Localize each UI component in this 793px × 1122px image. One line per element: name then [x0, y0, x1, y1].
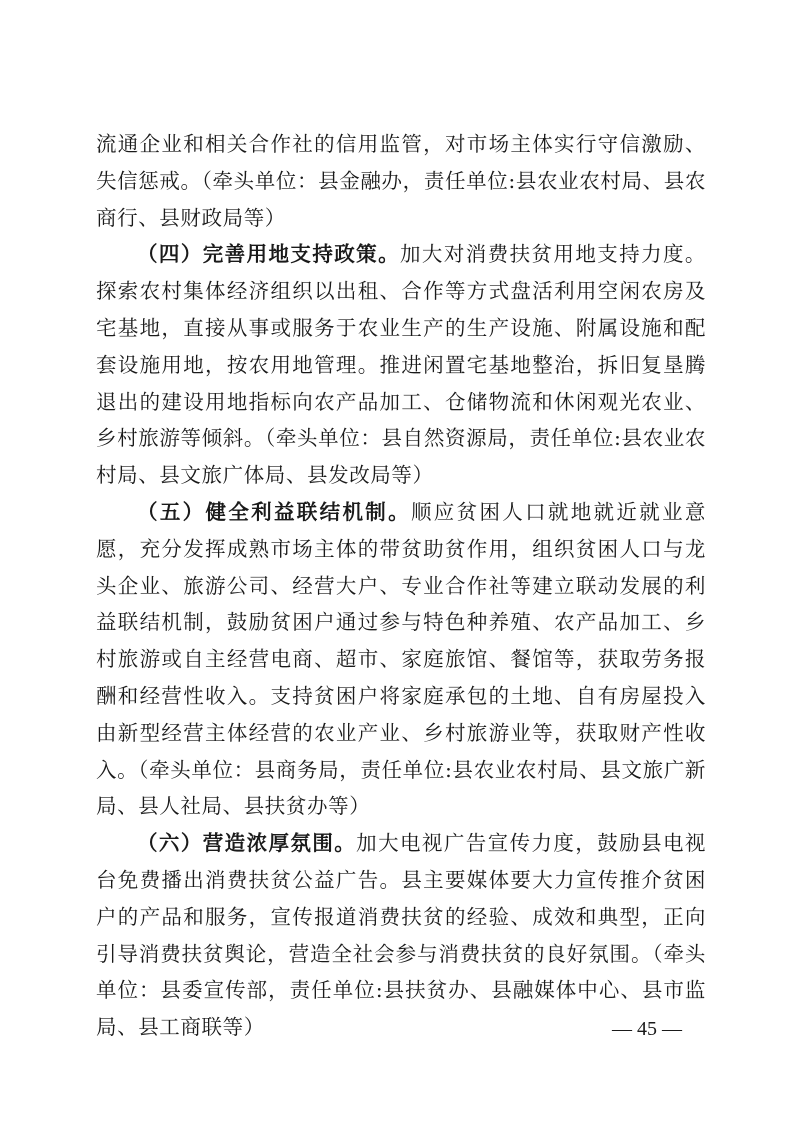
section-heading: （四）完善用地支持政策。 — [137, 242, 400, 267]
section-heading: （六）营造浓厚氛围。 — [137, 831, 357, 856]
paragraph-body: 流通企业和相关合作社的信用监管，对市场主体实行守信激励、失信惩戒。（牵头单位：县金融办，责任单位:县农业农村局、县农商行、县财政局等） — [96, 132, 706, 230]
paragraph-body: 顺应贫困人口就地就近就业意愿，充分发挥成熟市场主体的带贫助贫作用，组织贫困人口与龙头企业、旅游公司、经营大户、专业合作社等建立联动发展的利益联结机制，鼓励贫困户通过参与特色种养殖、农产品加工、乡村旅游或自主经营电商、超市、家庭旅馆、餐馆等，获取劳务报酬和经营性收入。支持贫困户将家庭承包的土地、自有房屋投入由新型经营主体经营的农业产业、乡村旅游业等，获取财产性收入。（牵头单位：县商务局，责任单位:县农业农村局、县文旅广新局、县人社局、县扶贫办等） — [96, 499, 706, 819]
paragraph-land-policy — [96, 236, 706, 494]
paragraph-body: 加大对消费扶贫用地支持力度。探索农村集体经济组织以出租、合作等方式盘活利用空闲农房及宅基地，直接从事或服务于农业生产的生产设施、附属设施和配套设施用地，按农用地管理。推进闲置宅基地整治，拆旧复垦腾退出的建设用地指标向农产品加工、仓储物流和休闲观光农业、乡村旅游等倾斜。（牵头单位：县自然资源局，责任单位:县农业农村局、县文旅广体局、县发改局等） — [96, 242, 707, 488]
section-heading: （五）健全利益联结机制。 — [137, 499, 411, 524]
paragraph-atmosphere — [96, 825, 706, 1046]
paragraph-benefit-mechanism — [96, 494, 706, 825]
document-body — [96, 126, 706, 1046]
paragraph-body: 加大电视广告宣传力度，鼓励县电视台免费播出消费扶贫公益广告。县主要媒体要大力宣传推介贫困户的产品和服务，宣传报道消费扶贫的经验、成效和典型，正向引导消费扶贫舆论，营造全社会参与消费扶贫的良好氛围。（牵头单位：县委宣传部，责任单位:县扶贫办、县融媒体中心、县市监局、县工商联等） — [96, 831, 706, 1040]
page-number: — 45 — — [612, 1018, 682, 1040]
paragraph-continuation — [96, 126, 706, 236]
